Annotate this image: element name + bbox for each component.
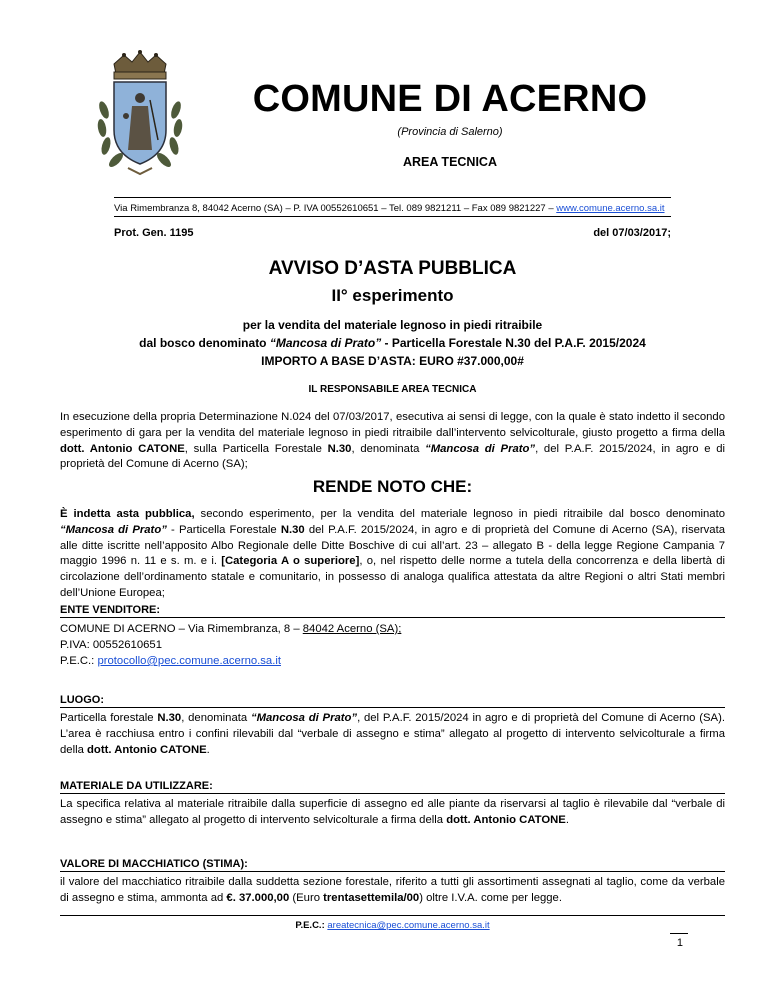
notice-subtitle-2-suffix: - Particella Forestale N.30 del P.A.F. 2015/2024 [381, 336, 646, 350]
value-heading: VALORE DI MACCHIATICO (STIMA): [60, 858, 725, 872]
seller-vat: P.IVA: 00552610651 [60, 639, 162, 651]
protocol-date: del 07/03/2017; [593, 227, 671, 239]
header-bottom-rule [114, 216, 671, 217]
forest-name: “Mancosa di Prato” [269, 336, 382, 350]
seller-address: COMUNE DI ACERNO – Via Rimembranza, 8 – 84042 Acerno (SA); [60, 623, 402, 635]
material-heading: MATERIALE DA UTILIZZARE: [60, 780, 725, 794]
notice-subtitle-2 [60, 336, 725, 350]
page-number-rule [670, 933, 688, 934]
rende-noto-heading: RENDE NOTO CHE: [312, 477, 473, 496]
page-title: COMUNE DI ACERNO [252, 78, 648, 120]
seller-pec: P.E.C.: protocollo@pec.comune.acerno.sa.it [60, 655, 281, 667]
seller-pec-link[interactable]: protocollo@pec.comune.acerno.sa.it [97, 655, 281, 667]
notice-round: II° esperimento [331, 286, 454, 305]
address-line [114, 203, 671, 214]
auction-base-amount: IMPORTO A BASE D’ASTA: EURO #37.000,00# [261, 354, 524, 368]
website-link[interactable]: www.comune.acerno.sa.it [556, 203, 665, 214]
coat-of-arms-logo [88, 50, 192, 176]
notice-subtitle-1: per la vendita del materiale legnoso in piedi ritraibile [242, 318, 543, 332]
notice-title: AVVISO D’ASTA PUBBLICA [268, 258, 517, 279]
intro-paragraph: In esecuzione della propria Determinazione N.024 del 07/03/2017, esecutiva ai sensi di legge, con la quale è stato indetto il secondo esperimento di gara per la vendita del materiale legnoso in piedi ritraibile dall’intervento selvicolturale, giusto progetto a firma della dott. Antonio CATONE, sulla Particella Forestale N.30, denominata “Mancosa di Prato”, del P.A.F. 2015/2024, in agro e di proprietà del Comune di Acerno (SA); [60, 411, 725, 471]
place-paragraph: Particella forestale N.30, denominata “Mancosa di Prato”, del P.A.F. 2015/2024 in agro e di proprietà del Comune di Acerno (SA). L’area è racchiusa entro i confini rilevabili dal “verbale di assegno e stima” allegato al progetto di intervento selvicolturale a firma della dott. Antonio CATONE. [60, 712, 725, 756]
department-name: AREA TECNICA [403, 155, 497, 169]
header-top-rule [114, 197, 671, 198]
notice-subtitle-2-prefix: dal bosco denominato [139, 336, 270, 350]
address-text: Via Rimembranza 8, 84042 Acerno (SA) – P. IVA 00552610651 – Tel. 089 9821211 – Fax 089 9821227 – [114, 203, 557, 214]
material-paragraph: La specifica relativa al materiale ritraibile dalla superficie di assegno ed alle piante da riservarsi al taglio è rilevabile dal “verbale di assegno e stima” allegato al progetto di intervento selvicolturale a firma della dott. Antonio CATONE. [60, 798, 725, 826]
footer-pec: P.E.C.: areatecnica@pec.comune.acerno.sa.it [295, 920, 490, 931]
crown-icon [114, 50, 166, 79]
seller-heading: ENTE VENDITORE: [60, 604, 725, 618]
page-number: 1 [676, 937, 683, 949]
province-subtitle: (Provincia di Salerno) [397, 126, 503, 138]
value-paragraph: il valore del macchiatico ritraibile dalla suddetta sezione forestale, riferito a tutti gli assortimenti assegnati al taglio, come da verbale di assegno e stima, ammonta ad €. 37.000,00 (Euro trentasettemila/00) oltre I.V.A. come per legge. [60, 876, 725, 904]
announcement-paragraph: È indetta asta pubblica, secondo esperimento, per la vendita del materiale legnoso in piedi ritraibile dal bosco denominato “Mancosa di Prato” - Particella Forestale N.30 del P.A.F. 2015/2024, in agro e di proprietà del Comune di Acerno (SA), riservata alle ditte iscritte nell’apposito Albo Regionale delle Ditte Boschive di cui all’art. 23 – allegato B - della legge Regione Campania 7 maggio 1996 n. 11 e s. m. e i. [Categoria A o superiore], o, nel rispetto delle norme a tutela della concorrenza e della libertà di circolazione dell’ordinamento statale e comunitario, in possesso di analoga qualifica attestata da altre Regioni o altri Stati membri dell’Unione Europea; [60, 508, 725, 599]
footer-rule [60, 915, 725, 916]
place-heading: LUOGO: [60, 694, 725, 708]
footer-pec-link[interactable]: areatecnica@pec.comune.acerno.sa.it [327, 920, 490, 931]
responsible-heading: IL RESPONSABILE AREA TECNICA [308, 384, 477, 395]
protocol-number: Prot. Gen. 1195 [114, 227, 194, 239]
